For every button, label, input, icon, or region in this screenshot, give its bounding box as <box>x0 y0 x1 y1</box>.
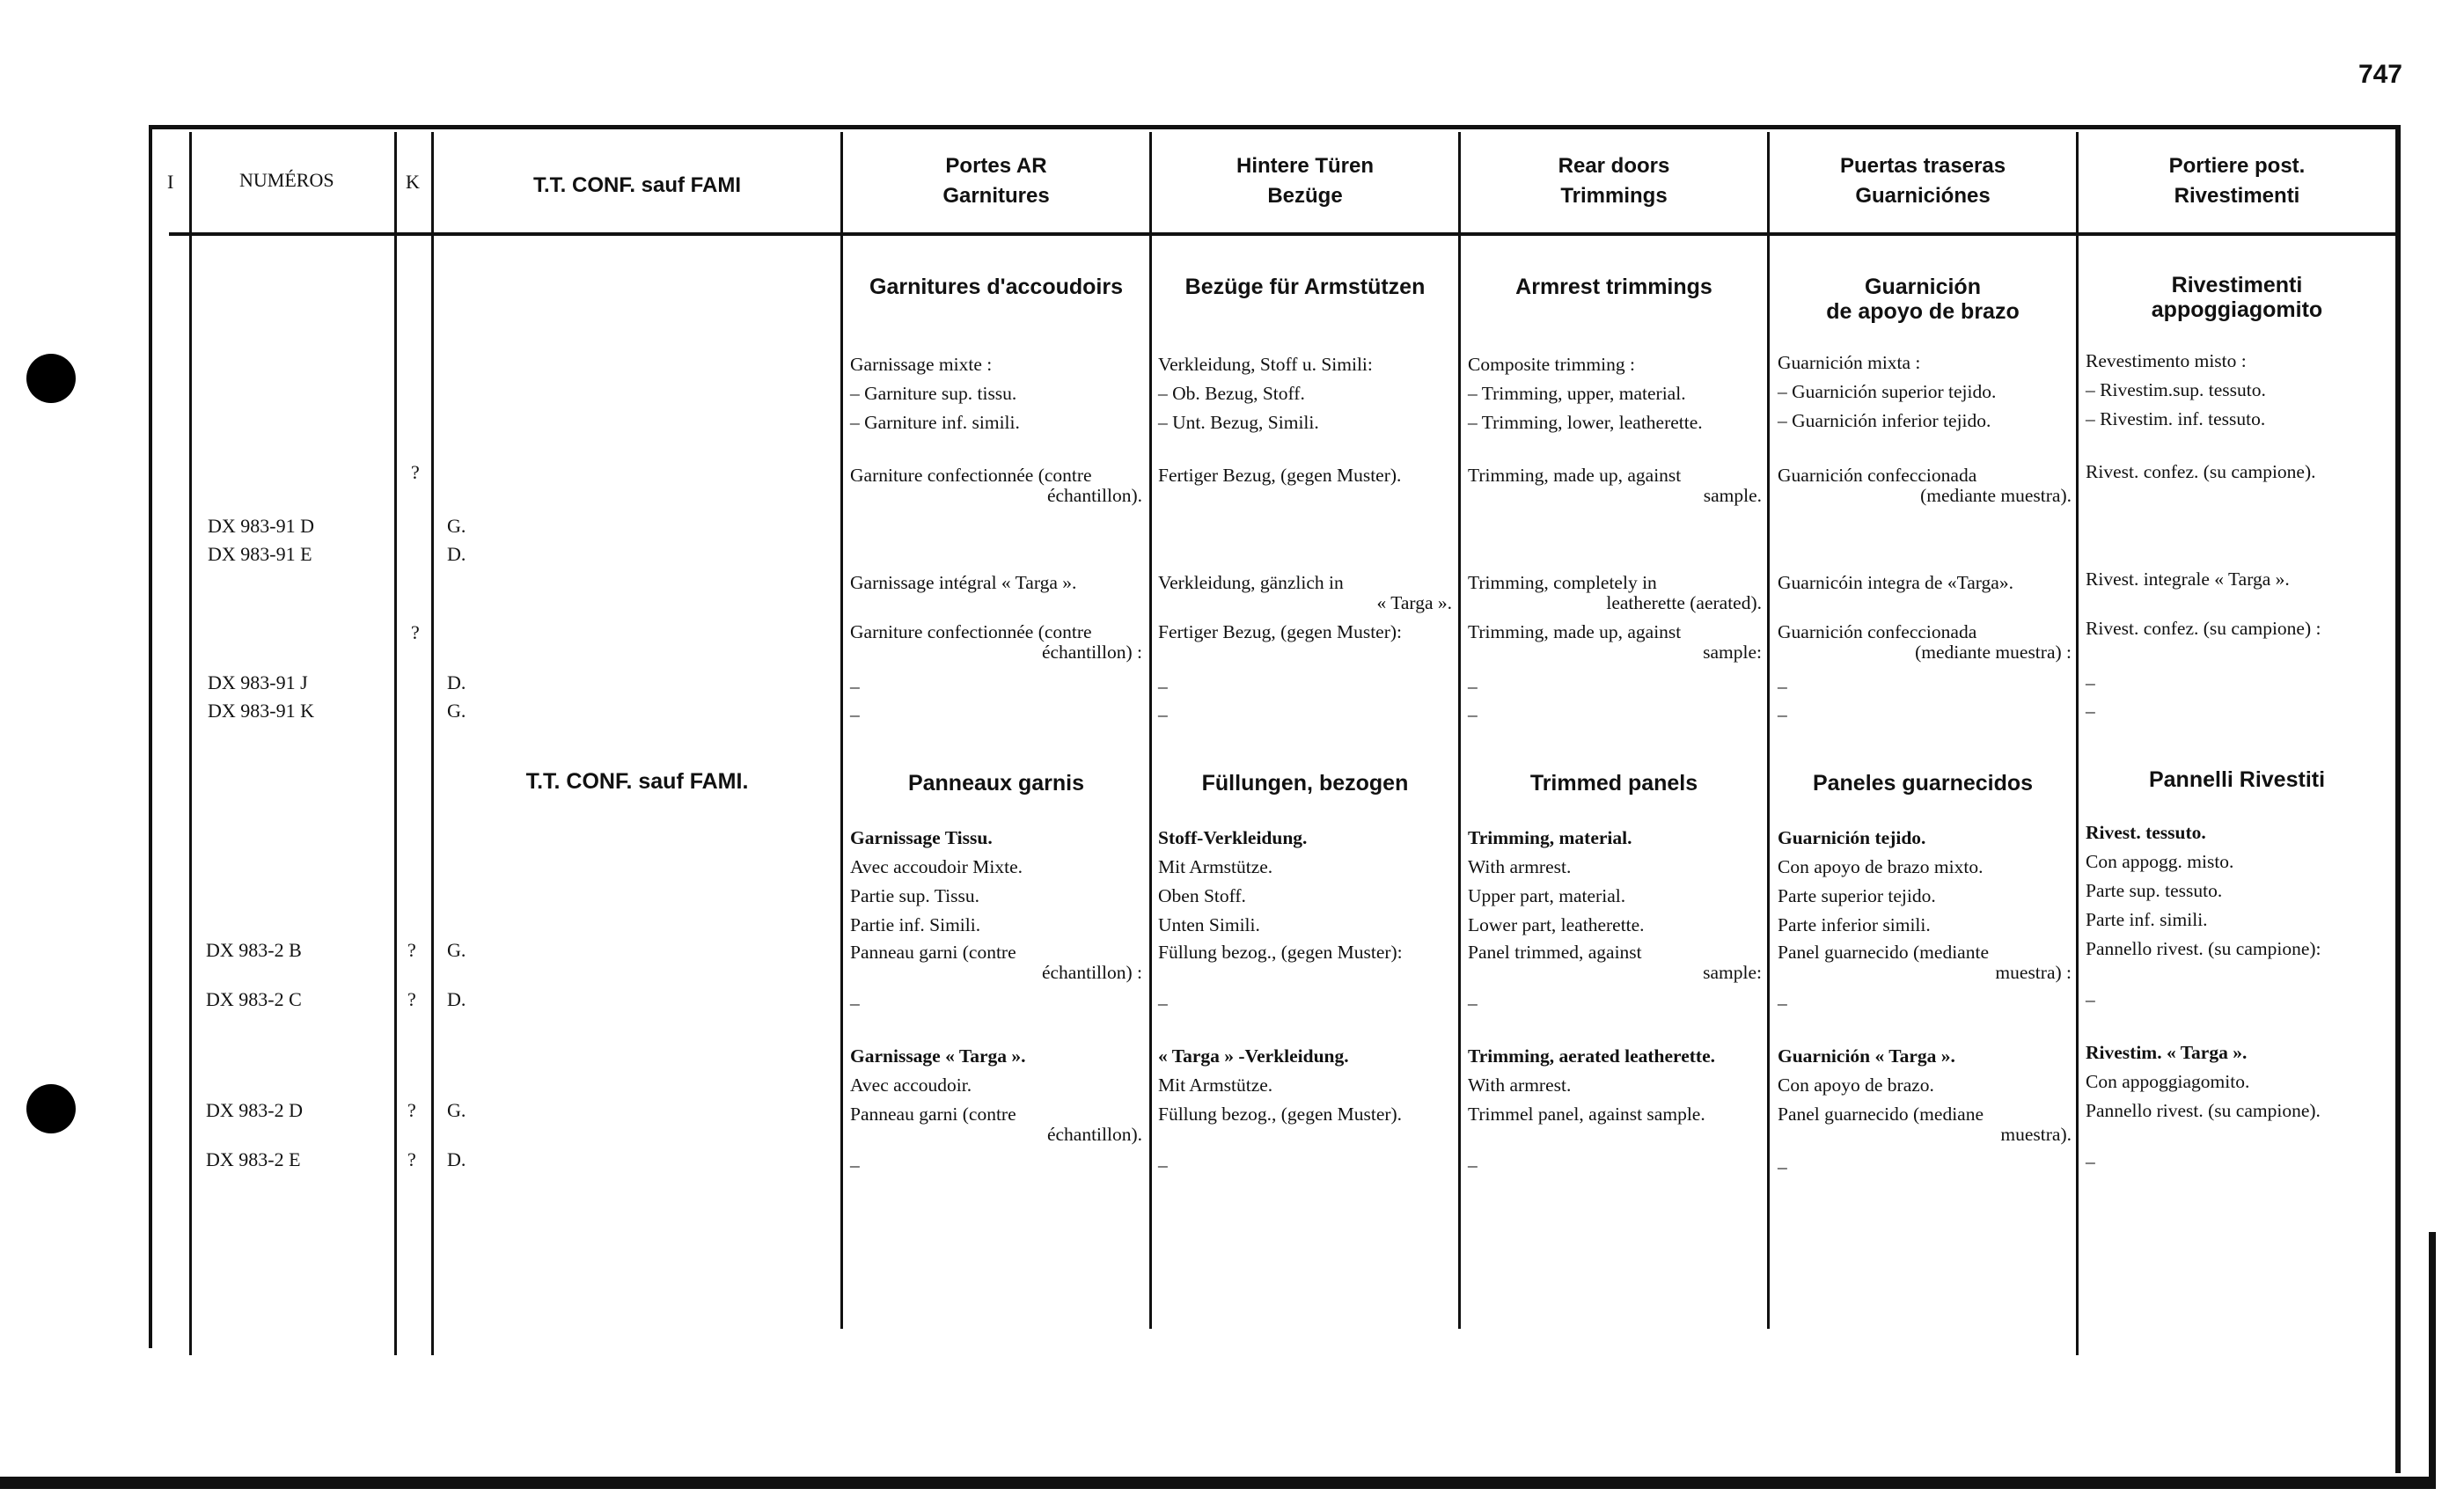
header-k: K <box>406 171 420 193</box>
col-divider-numeros-left <box>189 132 192 1355</box>
it-block-5: Rivest. tessuto. Con appogg. misto. Parte sup. tessuto. Parte inf. simili. <box>2086 822 2234 930</box>
it-dash: – <box>2086 1151 2095 1172</box>
header-i: I <box>167 171 174 193</box>
col-divider-k-left <box>394 132 397 1355</box>
es-dash: – <box>1778 1156 1787 1177</box>
k-side: D. <box>447 988 466 1010</box>
k-side: G. <box>447 939 466 961</box>
k-question-mark: ? <box>411 461 420 483</box>
es-block-4: Guarnición confeccionada (mediante muestra) : <box>1778 621 2072 663</box>
k-question-mark: ? <box>407 988 416 1010</box>
es-block-5: Guarnición tejido. Con apoyo de brazo mixto. Parte superior tejido. Parte inferior simili. <box>1778 827 1984 935</box>
col-divider-en-left <box>1458 132 1461 1329</box>
fr-block-3: Garnissage intégral « Targa ». <box>850 572 1077 593</box>
fr-block-8: Panneau garni (contre échantillon). <box>850 1104 1142 1145</box>
en-block-4: Trimming, made up, against sample: <box>1468 621 1762 663</box>
fr-block-2: Garniture confectionnée (contre échantillon). <box>850 465 1142 506</box>
col-divider-fr-left <box>840 132 843 1329</box>
bottom-rule <box>0 1477 2436 1489</box>
es-dash: – <box>1778 676 1787 697</box>
es-block-1: Guarnición mixta : – Guarnición superior tejido. – Guarnición inferior tejido. <box>1778 352 1997 431</box>
de-block-1: Verkleidung, Stoff u. Simili: – Ob. Bezug, Stoff. – Unt. Bezug, Simili. <box>1158 354 1373 433</box>
en-block-7: Trimming, aerated leatherette. With armrest. <box>1468 1045 1715 1096</box>
de-block-3: Verkleidung, gänzlich in « Targa ». <box>1158 572 1452 613</box>
header-it: Portiere post. Rivestimenti <box>2168 154 2306 208</box>
de-block-5: Stoff-Verkleidung. Mit Armstütze. Oben Stoff. Unten Simili. <box>1158 827 1308 935</box>
frame-top-border <box>150 125 2401 129</box>
en-dash: – <box>1468 676 1478 697</box>
punch-hole-top <box>26 354 76 403</box>
de-dash: – <box>1158 1155 1168 1176</box>
col-divider-k-right <box>431 132 434 1355</box>
page-number: 747 <box>2358 60 2402 89</box>
section2-heading-es: Paneles guarnecidos <box>1812 771 2034 796</box>
k-question-mark: ? <box>411 621 420 643</box>
it-block-2: Rivest. confez. (su campione). <box>2086 461 2316 482</box>
en-dash: – <box>1468 1155 1478 1176</box>
de-block-7: « Targa » -Verkleidung. Mit Armstütze. <box>1158 1045 1349 1096</box>
it-block-7: Rivestim. « Targa ». Con appoggiagomito. <box>2086 1042 2250 1092</box>
en-block-8: Trimmel panel, against sample. <box>1468 1104 1705 1125</box>
fr-block-7: Garnissage « Targa ». Avec accoudoir. <box>850 1045 1026 1096</box>
es-block-3: Guarnicóin integra de «Targa». <box>1778 572 2013 593</box>
de-block-8: Füllung bezog., (gegen Muster). <box>1158 1104 1403 1125</box>
fr-block-5: Garnissage Tissu. Avec accoudoir Mixte. Partie sup. Tissu. Partie inf. Simili. <box>850 827 1023 935</box>
section1-heading-it: Rivestimenti appoggiagomito <box>2151 273 2323 322</box>
part-number: DX 983-91 E <box>208 543 312 565</box>
it-block-3: Rivest. integrale « Targa ». <box>2086 568 2290 590</box>
es-block-2: Guarnición confeccionada (mediante muestra). <box>1778 465 2072 506</box>
part-number: DX 983-91 D <box>208 515 314 537</box>
punch-hole-bottom <box>26 1084 76 1133</box>
part-number: DX 983-91 K <box>208 700 314 722</box>
es-block-7: Guarnición « Targa ». Con apoyo de brazo. <box>1778 1045 1955 1096</box>
k-question-mark: ? <box>407 1148 416 1170</box>
k-side: D. <box>447 543 466 565</box>
es-dash: – <box>1778 704 1787 725</box>
section1-heading-fr: Garnitures d'accoudoirs <box>869 275 1123 299</box>
section1-heading-es: Guarnición de apoyo de brazo <box>1826 275 2020 324</box>
it-dash: – <box>2086 989 2095 1010</box>
k-side: G. <box>447 515 466 537</box>
header-numeros: NUMÉROS <box>239 169 334 191</box>
frame-right-shadow <box>2429 1232 2436 1483</box>
fr-dash: – <box>850 704 860 725</box>
col-divider-de-left <box>1149 132 1152 1329</box>
en-block-1: Composite trimming : – Trimming, upper, material. – Trimming, lower, leatherette. <box>1468 354 1703 433</box>
section2-heading-it: Pannelli Rivestiti <box>2148 767 2326 792</box>
fr-block-1: Garnissage mixte : – Garniture sup. tissu. – Garniture inf. simili. <box>850 354 1020 433</box>
de-dash: – <box>1158 704 1168 725</box>
it-dash: – <box>2086 672 2095 693</box>
part-number: DX 983-91 J <box>208 671 308 693</box>
fr-block-6: Panneau garni (contre échantillon) : <box>850 942 1142 983</box>
k-question-mark: ? <box>407 939 416 961</box>
de-block-2: Fertiger Bezug, (gegen Muster). <box>1158 465 1402 486</box>
header-tt-conf: T.T. CONF. sauf FAMI <box>532 173 741 197</box>
header-en: Rear doors Trimmings <box>1558 154 1670 208</box>
part-number: DX 983-2 E <box>206 1148 301 1170</box>
de-block-6: Füllung bezog., (gegen Muster): <box>1158 942 1403 963</box>
section2-heading-en: Trimmed panels <box>1529 771 1698 796</box>
section1-heading-en: Armrest trimmings <box>1515 275 1712 299</box>
fr-dash: – <box>850 676 860 697</box>
en-block-6: Panel trimmed, against sample: <box>1468 942 1762 983</box>
k-question-mark: ? <box>407 1099 416 1121</box>
it-dash: – <box>2086 700 2095 722</box>
k-side: D. <box>447 1148 466 1170</box>
fr-block-4: Garniture confectionnée (contre échantillon) : <box>850 621 1142 663</box>
frame-right-border <box>2395 125 2401 1473</box>
section2-heading-de: Füllungen, bezogen <box>1201 771 1409 796</box>
part-number: DX 983-2 C <box>206 988 302 1010</box>
section2-heading-fr: Panneaux garnis <box>907 771 1085 796</box>
es-block-6: Panel guarnecido (mediante muestra) : <box>1778 942 2072 983</box>
header-de: Hintere Türen Bezüge <box>1236 154 1375 208</box>
de-dash: – <box>1158 993 1168 1014</box>
it-block-8: Pannello rivest. (su campione). <box>2086 1100 2321 1121</box>
section1-heading-de: Bezüge für Armstützen <box>1184 275 1426 299</box>
k-side: D. <box>447 671 466 693</box>
header-bottom-rule <box>169 232 2395 236</box>
en-dash: – <box>1468 993 1478 1014</box>
en-block-5: Trimming, material. With armrest. Upper part, material. Lower part, leatherette. <box>1468 827 1645 935</box>
en-block-2: Trimming, made up, against sample. <box>1468 465 1762 506</box>
part-number: DX 983-2 B <box>206 939 302 961</box>
it-block-6: Pannello rivest. (su campione): <box>2086 938 2321 959</box>
header-es: Puertas traseras Guarniciónes <box>1839 154 2006 208</box>
k-side: G. <box>447 1099 466 1121</box>
frame-left-border <box>149 125 152 1348</box>
it-block-4: Rivest. confez. (su campione) : <box>2086 618 2321 639</box>
k-side: G. <box>447 700 466 722</box>
fr-dash: – <box>850 993 860 1014</box>
header-fr: Portes AR Garnitures <box>942 154 1050 208</box>
it-block-1: Revestimento misto : – Rivestim.sup. tessuto. – Rivestim. inf. tessuto. <box>2086 350 2266 429</box>
part-number: DX 983-2 D <box>206 1099 303 1121</box>
de-block-4: Fertiger Bezug, (gegen Muster): <box>1158 621 1403 642</box>
fr-dash: – <box>850 1155 860 1176</box>
en-dash: – <box>1468 704 1478 725</box>
es-block-8: Panel guarnecido (mediane muestra). <box>1778 1104 2072 1145</box>
section2-tt-conf: T.T. CONF. sauf FAMI. <box>525 769 749 794</box>
de-dash: – <box>1158 676 1168 697</box>
es-dash: – <box>1778 993 1787 1014</box>
en-block-3: Trimming, completely in leatherette (aerated). <box>1468 572 1762 613</box>
